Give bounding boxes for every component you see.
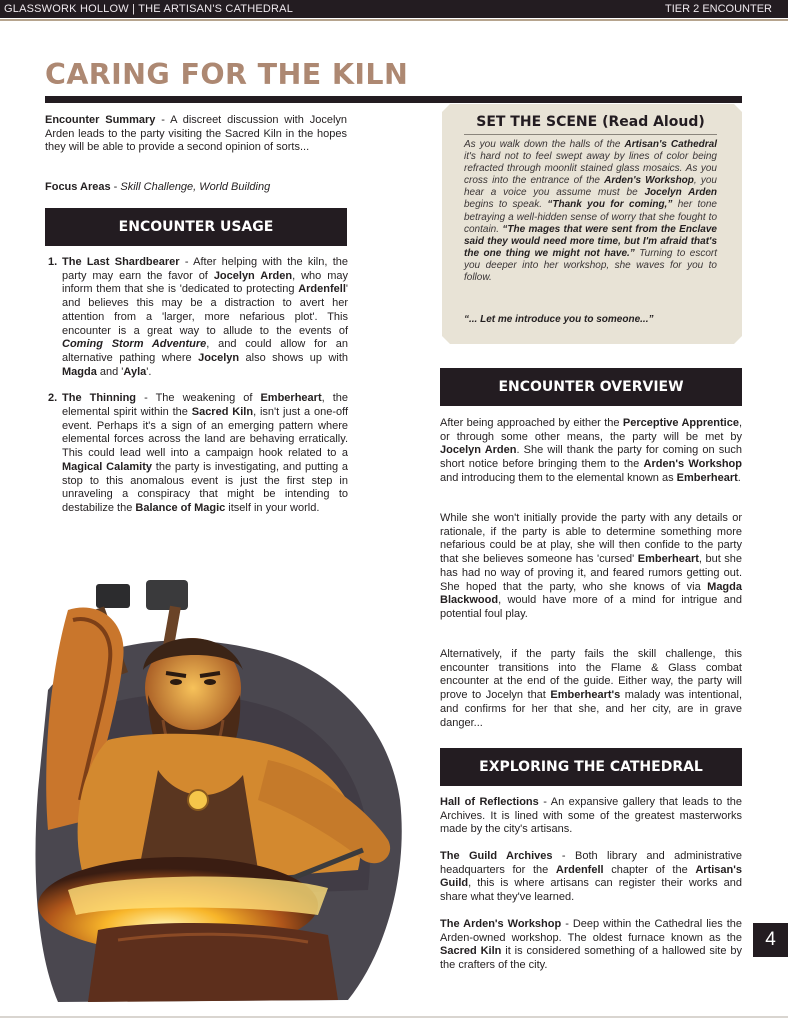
exploring-heading: EXPLORING THE CATHEDRAL — [440, 748, 742, 786]
focus-areas: Focus Areas - Skill Challenge, World Building — [45, 181, 271, 193]
location-guild-archives: The Guild Archives - Both library and administrative headquarters for the Ardenfell chapter of the Artisan's Guild, this is where artisans can register their works and share what they've learned. — [440, 850, 742, 904]
page-title: CARING FOR THE KILN — [45, 58, 409, 91]
list-item: 2. The Thinning - The weakening of Emberheart, the elemental spirit within the Sacred Kiln, isn't just a one-off event. Perhaps it's a sign of an emerging pattern where elemental forces across the land are behaving erratically. This could lead well into a campaign hook related to a Magical Calamity the party is investigating, and putting a stop to this anomalous event is just the first step in unraveling a conspiracy that might be intending to destabilize the Balance of Magic itself in your world. — [48, 392, 349, 514]
dwarf-smith-illustration — [28, 570, 408, 1010]
scene-closing-line: “... Let me introduce you to someone...” — [464, 314, 654, 325]
encounter-summary: Encounter Summary - A discreet discussion with Jocelyn Arden leads to the party visiting the Sacred Kiln in the hopes they will be able to provide a second opinion of sorts... — [45, 114, 348, 154]
scene-text: As you walk down the halls of the Artisan's Cathedral it's hard not to feel swept away by lines of color being refracted through moonlit stained glass mosaics. As you cross into the entrance of the Arden's Workshop, you hear a voice you assume must be Jocelyn Arden begins to speak. “Thank you for coming,” her tone betraying a well-hidden sense of worry that she fought to contain. “The mages that were sent from the Enclave said they would need more time, but I'm afraid that's the one thing we might not have.” Turning to escort you deeper into her workshop, she waves for you to follow. — [464, 139, 718, 284]
overview-paragraph-1: After being approached by either the Perceptive Apprentice, or through some other means, the party will be met by Jocelyn Arden. She will thank the party for coming on such short notice before bringing them to the Arden's Workshop and introducing them to the elemental known as Emberheart. — [440, 417, 742, 484]
list-item: 1. The Last Shardbearer - After helping with the kiln, the party may earn the favor of Jocelyn Arden, who may inform them that she is 'dedicated to protecting Ardenfell' and believes this may be a distraction to avert her attention from a 'larger, more nefarious plot'. This encounter is a great way to allude to the events of Coming Storm Adventure, and could allow for an alternative pathing where Jocelyn also shows up with Magda and 'Ayla'. — [48, 256, 349, 378]
encounter-usage-list — [48, 256, 348, 529]
location-ardens-workshop: The Arden's Workshop - Deep within the Cathedral lies the Arden-owned workshop. The oldest furnace known as the Sacred Kiln it is considered something of a hallowed site by the crafters of the city. — [440, 918, 742, 972]
overview-paragraph-2: While she won't initially provide the party with any details or rationale, if the party is able to determine something more nefarious could be at play, she will then confide to the party that she believes someone has 'cursed' Emberheart, but she has had no way of proving it, and feared rumors getting out. She hoped that the party, who she knows of via Magda Blackwood, would have more of a mind for intrigue and potential foul play. — [440, 512, 743, 620]
header-tier: TIER 2 ENCOUNTER — [665, 3, 772, 15]
overview-paragraph-3: Alternatively, if the party fails the skill challenge, this encounter transitions into the Flame & Glass combat encounter at the end of the guide. Either way, the party will prove to Jocelyn that Emberheart's malady was intentional, and confirms for her that she, and her city, are in grave danger... — [440, 648, 742, 729]
scene-heading: SET THE SCENE (Read Aloud) — [476, 114, 705, 130]
running-header — [0, 0, 788, 18]
encounter-overview-heading: ENCOUNTER OVERVIEW — [440, 368, 742, 406]
page-number: 4 — [753, 923, 788, 957]
summary-label: Encounter Summary — [45, 114, 156, 126]
scene-rule — [464, 134, 717, 135]
header-chapter: GLASSWORK HOLLOW | THE ARTISAN'S CATHEDRAL — [4, 3, 294, 15]
location-hall-of-reflections: Hall of Reflections - An expansive gallery that leads to the Archives. It is lined with some of the greatest masterworks made by the city's artisans. — [440, 796, 742, 836]
encounter-usage-heading: ENCOUNTER USAGE — [45, 208, 347, 246]
header-rule — [0, 19, 788, 21]
title-rule — [45, 96, 742, 103]
focus-label: Focus Areas — [45, 181, 111, 193]
